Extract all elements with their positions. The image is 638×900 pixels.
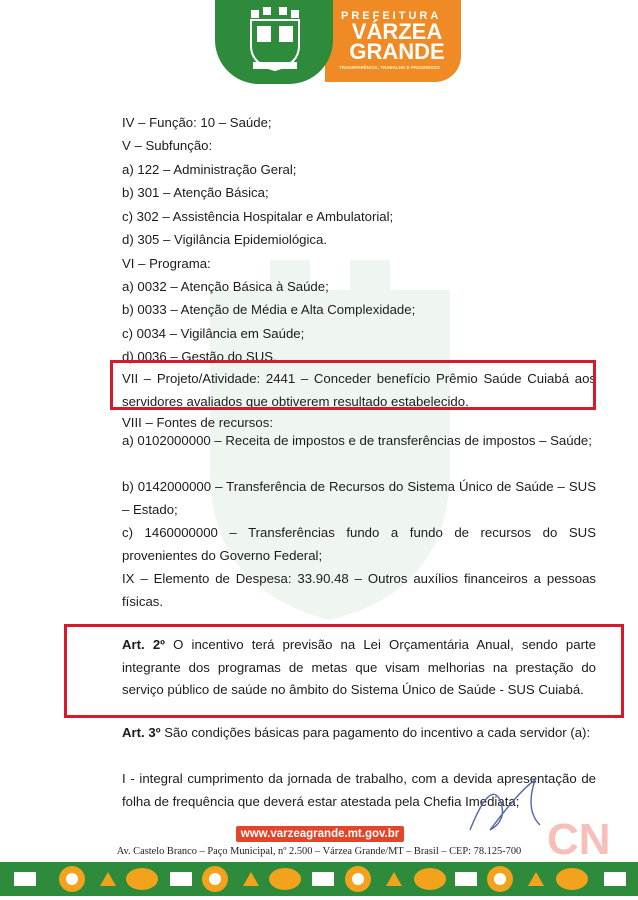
list-item: b) 0033 – Atenção de Média e Alta Complexidade;: [122, 302, 416, 317]
list-item: V – Subfunção:: [122, 138, 213, 153]
viii-item-b: b) 0142000000 – Transferência de Recursos do Sistema Único de Saúde – SUS – Estado;: [122, 479, 596, 517]
viii-item-a: a) 0102000000 – Receita de impostos e de transferências de impostos – Saúde;: [122, 433, 592, 448]
list-item: d) 0036 – Gestão do SUS.: [122, 349, 277, 364]
list-item: a) 0032 – Atenção Básica à Saúde;: [122, 279, 329, 294]
list-item: d) 305 – Vigilância Epidemiológica.: [122, 232, 328, 247]
prefeitura-logo: [215, 0, 461, 84]
website-badge: www.varzeagrande.mt.gov.br: [236, 826, 404, 842]
highlight-box-vii: [110, 360, 596, 410]
article-3-label: Art. 3º: [122, 725, 161, 740]
vii-project-activity: VII – Projeto/Atividade: 2441 – Conceder benefício Prêmio Saúde Cuiabá aos servidores avaliados que obtiverem resultado estabelecido.: [122, 371, 596, 409]
list-item: b) 301 – Atenção Básica;: [122, 185, 269, 200]
logo-city-name: [339, 19, 455, 64]
list-item: VI – Programa:: [122, 256, 211, 271]
logo-prefeitura-text: PREFEITURA: [341, 10, 442, 22]
footer-address: Av. Castelo Branco – Paço Municipal, nº 2.500 – Várzea Grande/MT – Brasil – CEP: 78.125-700: [116, 846, 522, 857]
article-2-label: Art. 2º: [122, 637, 165, 652]
list-item: IV – Função: 10 – Saúde;: [122, 115, 272, 130]
highlight-box-art2: [64, 624, 624, 718]
logo-slogan: TRANSPARÊNCIA, TRABALHO E PROGRESSO: [339, 65, 440, 70]
viii-item-c: c) 1460000000 – Transferências fundo a fundo de recursos do SUS provenientes do Governo Federal;: [122, 525, 596, 563]
footer-ornament-band: [0, 862, 638, 896]
ix-expense-element: IX – Elemento de Despesa: 33.90.48 – Outros auxílios financeiros a pessoas físicas.: [122, 571, 596, 609]
article-2-text: O incentivo terá previsão na Lei Orçamentária Anual, sendo parte integrante dos programas de metas que visam melhorias na prestação do serviço público de saúde no âmbito do Sistema Único de Saúde - SUS Cuiabá.: [122, 637, 596, 698]
signature-icon: [460, 770, 550, 850]
article-3-text: São condições básicas para pagamento do incentivo a cada servidor (a):: [160, 725, 591, 740]
viii-title: VIII – Fontes de recursos:: [122, 415, 273, 430]
list-item: c) 302 – Assistência Hospitalar e Ambulatorial;: [122, 209, 394, 224]
item-i-paragraph: I - integral cumprimento da jornada de trabalho, com a devida apresentação de folha de frequência que deverá estar atestada pela Chefia Imediata;: [122, 771, 596, 809]
logo-city-line2: GRANDE: [349, 39, 445, 64]
list-item: c) 0034 – Vigilância em Saúde;: [122, 326, 305, 341]
svg-text:CN: CN: [547, 815, 611, 862]
logo-city-line1: VÁRZEA: [351, 19, 443, 44]
list-item: a) 122 – Administração Geral;: [122, 162, 297, 177]
city-crest-icon: [245, 4, 305, 78]
article-3: [122, 722, 596, 745]
